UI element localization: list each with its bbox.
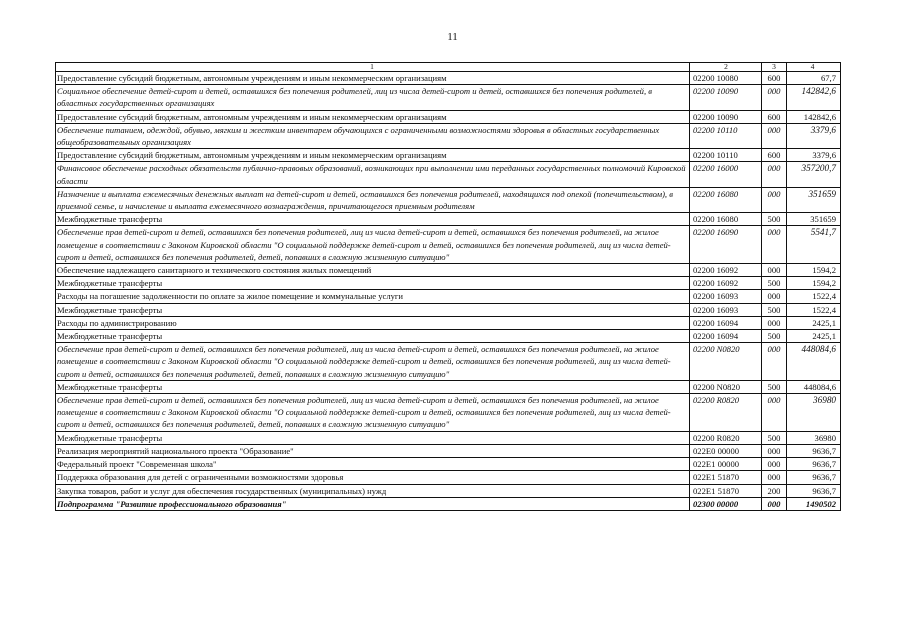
row-amount: 36980 — [787, 431, 841, 444]
table-row — [56, 264, 841, 277]
row-name: Расходы по администрированию — [56, 316, 690, 329]
row-code: 02200 10110 — [690, 123, 762, 148]
row-expense-type: 000 — [762, 226, 787, 264]
table-row — [56, 277, 841, 290]
row-expense-type: 000 — [762, 85, 787, 110]
row-code: 02200 R0820 — [690, 431, 762, 444]
row-amount: 448084,6 — [787, 380, 841, 393]
row-expense-type: 600 — [762, 72, 787, 85]
row-code: 02300 00000 — [690, 497, 762, 510]
table-row — [56, 380, 841, 393]
row-amount: 3379,6 — [787, 123, 841, 148]
row-expense-type: 000 — [762, 458, 787, 471]
row-expense-type: 000 — [762, 123, 787, 148]
row-expense-type: 000 — [762, 343, 787, 381]
row-amount: 142842,6 — [787, 85, 841, 110]
table-row — [56, 290, 841, 303]
row-expense-type: 600 — [762, 110, 787, 123]
row-name: Предоставление субсидий бюджетным, автономным учреждениям и иным некоммерческим организациям — [56, 110, 690, 123]
table-row — [56, 72, 841, 85]
row-code: 02200 16000 — [690, 162, 762, 187]
table-body — [56, 63, 841, 511]
row-expense-type: 200 — [762, 484, 787, 497]
table-row — [56, 471, 841, 484]
row-name: Межбюджетные трансферты — [56, 330, 690, 343]
row-code: 02200 N0820 — [690, 380, 762, 393]
table-row — [56, 431, 841, 444]
row-expense-type: 000 — [762, 187, 787, 212]
row-amount: 2425,1 — [787, 330, 841, 343]
table-row — [56, 330, 841, 343]
row-expense-type: 500 — [762, 330, 787, 343]
table-row — [56, 226, 841, 264]
row-name: Межбюджетные трансферты — [56, 303, 690, 316]
row-expense-type: 500 — [762, 431, 787, 444]
row-amount: 351659 — [787, 187, 841, 212]
row-expense-type: 500 — [762, 303, 787, 316]
row-code: 02200 10110 — [690, 149, 762, 162]
budget-table — [55, 62, 841, 511]
row-amount: 3379,6 — [787, 149, 841, 162]
row-code: 02200 R0820 — [690, 394, 762, 432]
row-amount: 67,7 — [787, 72, 841, 85]
row-code: 02200 16093 — [690, 290, 762, 303]
table-row — [56, 484, 841, 497]
table-row — [56, 213, 841, 226]
row-code: 02200 16092 — [690, 277, 762, 290]
row-name: Поддержка образования для детей с ограниченными возможностями здоровья — [56, 471, 690, 484]
row-amount: 1490502 — [787, 497, 841, 510]
table-row — [56, 187, 841, 212]
row-expense-type: 000 — [762, 316, 787, 329]
row-name: Межбюджетные трансферты — [56, 431, 690, 444]
row-name: Межбюджетные трансферты — [56, 213, 690, 226]
row-name: Обеспечение прав детей-сирот и детей, оставшихся без попечения родителей, лиц из числа детей-сирот и детей, оставшихся без попечения родителей, на жилое помещение в соответствии с Законом Кировской области "О социальной поддержке детей-сирот и детей, оставшихся без попечения родителей, лиц из числа детей-сирот и детей, оставшихся без попечения родителей, детей, попавших в сложную жизненную ситуацию" — [56, 226, 690, 264]
row-amount: 9636,7 — [787, 471, 841, 484]
row-amount: 1594,2 — [787, 264, 841, 277]
page-number: 11 — [447, 31, 458, 43]
column-header-2: 2 — [690, 63, 762, 72]
row-amount: 1594,2 — [787, 277, 841, 290]
row-expense-type: 500 — [762, 213, 787, 226]
row-amount: 5541,7 — [787, 226, 841, 264]
row-name: Реализация мероприятий национального проекта "Образование" — [56, 444, 690, 457]
table-row — [56, 316, 841, 329]
table-row — [56, 497, 841, 510]
column-header-1: 1 — [56, 63, 690, 72]
row-amount: 36980 — [787, 394, 841, 432]
row-amount: 9636,7 — [787, 484, 841, 497]
table-row — [56, 123, 841, 148]
row-expense-type: 500 — [762, 277, 787, 290]
row-name: Подпрограмма "Развитие профессионального образования" — [56, 497, 690, 510]
row-amount: 1522,4 — [787, 290, 841, 303]
row-expense-type: 500 — [762, 380, 787, 393]
row-name: Предоставление субсидий бюджетным, автономным учреждениям и иным некоммерческим организациям — [56, 149, 690, 162]
row-code: 022E1 00000 — [690, 458, 762, 471]
row-name: Финансовое обеспечение расходных обязательств публично-правовых образований, возникающих при выполнении ими переданных государственных полномочий Кировской области — [56, 162, 690, 187]
row-name: Социальное обеспечение детей-сирот и детей, оставшихся без попечения родителей, лиц из числа детей-сирот и детей, оставшихся без попечения родителей, в областных государственных организациях — [56, 85, 690, 110]
row-amount: 1522,4 — [787, 303, 841, 316]
row-code: 02200 16080 — [690, 213, 762, 226]
column-header-4: 4 — [787, 63, 841, 72]
table-row — [56, 110, 841, 123]
table-header-row — [56, 63, 841, 72]
table-row — [56, 149, 841, 162]
row-code: 02200 N0820 — [690, 343, 762, 381]
row-name: Обеспечение прав детей-сирот и детей, оставшихся без попечения родителей, лиц из числа детей-сирот и детей, оставшихся без попечения родителей, на жилое помещение в соответствии с Законом Кировской области "О социальной поддержке детей-сирот и детей, оставшихся без попечения родителей, лиц из числа детей-сирот и детей, оставшихся без попечения родителей, детей, попавших в сложную жизненную ситуацию" — [56, 343, 690, 381]
row-name: Обеспечение питанием, одеждой, обувью, мягким и жестким инвентарем обучающихся с ограниченными возможностями здоровья в областных государственных общеобразовательных организациях — [56, 123, 690, 148]
row-expense-type: 000 — [762, 497, 787, 510]
row-code: 02200 10090 — [690, 110, 762, 123]
row-amount: 357200,7 — [787, 162, 841, 187]
table-row — [56, 303, 841, 316]
row-expense-type: 000 — [762, 444, 787, 457]
row-code: 02200 16092 — [690, 264, 762, 277]
row-name: Расходы на погашение задолженности по оплате за жилое помещение и коммунальные услуги — [56, 290, 690, 303]
table-row — [56, 85, 841, 110]
table-row — [56, 394, 841, 432]
row-amount: 448084,6 — [787, 343, 841, 381]
row-name: Межбюджетные трансферты — [56, 380, 690, 393]
row-name: Обеспечение надлежащего санитарного и технического состояния жилых помещений — [56, 264, 690, 277]
row-name: Межбюджетные трансферты — [56, 277, 690, 290]
table-row — [56, 458, 841, 471]
row-code: 02200 10080 — [690, 72, 762, 85]
row-expense-type: 600 — [762, 149, 787, 162]
row-expense-type: 000 — [762, 290, 787, 303]
row-expense-type: 000 — [762, 264, 787, 277]
row-amount: 9636,7 — [787, 444, 841, 457]
row-name: Федеральный проект "Современная школа" — [56, 458, 690, 471]
row-code: 02200 16094 — [690, 330, 762, 343]
row-code: 022E1 51870 — [690, 484, 762, 497]
row-name: Обеспечение прав детей-сирот и детей, оставшихся без попечения родителей, лиц из числа детей-сирот и детей, оставшихся без попечения родителей, на жилое помещение в соответствии с Законом Кировской области "О социальной поддержке детей-сирот и детей, оставшихся без попечения родителей, лиц из числа детей-сирот и детей, оставшихся без попечения родителей, детей, попавших в сложную жизненную ситуацию" — [56, 394, 690, 432]
row-code: 02200 16090 — [690, 226, 762, 264]
row-name: Закупка товаров, работ и услуг для обеспечения государственных (муниципальных) нужд — [56, 484, 690, 497]
table-row — [56, 444, 841, 457]
row-code: 02200 16093 — [690, 303, 762, 316]
row-amount: 142842,6 — [787, 110, 841, 123]
row-name: Назначение и выплата ежемесячных денежных выплат на детей-сирот и детей, оставшихся без попечения родителей, находящихся под опекой (попечительством), в приемной семье, и начисление и выплата ежемесячного вознаграждения, причитающегося приемным родителям — [56, 187, 690, 212]
row-code: 02200 16094 — [690, 316, 762, 329]
row-code: 022E1 51870 — [690, 471, 762, 484]
row-code: 02200 10090 — [690, 85, 762, 110]
column-header-3: 3 — [762, 63, 787, 72]
row-expense-type: 000 — [762, 162, 787, 187]
table-row — [56, 343, 841, 381]
row-code: 02200 16080 — [690, 187, 762, 212]
row-expense-type: 000 — [762, 471, 787, 484]
row-name: Предоставление субсидий бюджетным, автономным учреждениям и иным некоммерческим организациям — [56, 72, 690, 85]
row-amount: 2425,1 — [787, 316, 841, 329]
table-row — [56, 162, 841, 187]
row-amount: 9636,7 — [787, 458, 841, 471]
row-expense-type: 000 — [762, 394, 787, 432]
row-amount: 351659 — [787, 213, 841, 226]
row-code: 022E0 00000 — [690, 444, 762, 457]
